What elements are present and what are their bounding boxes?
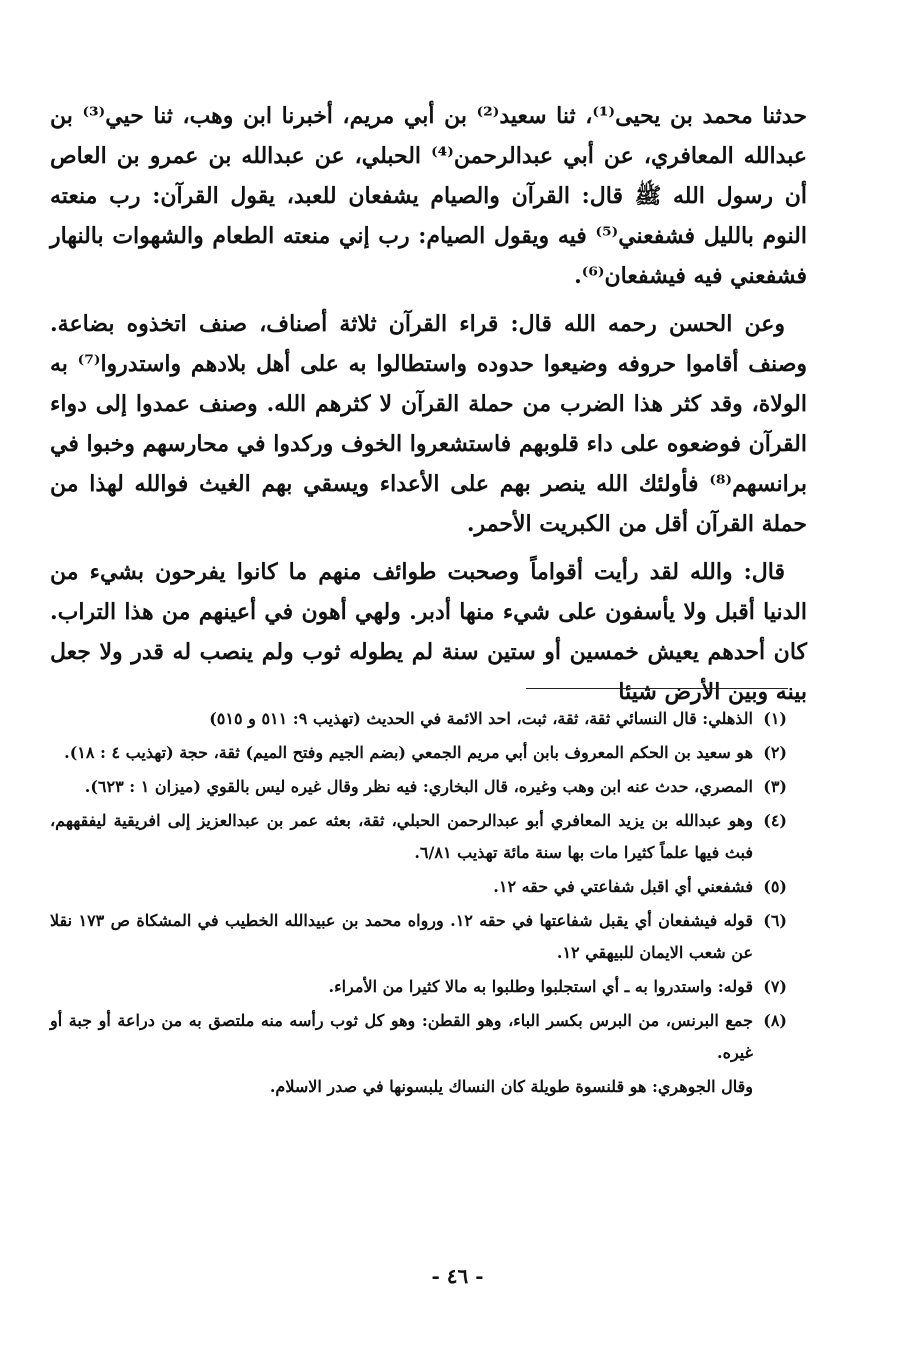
main-text <box>50 96 807 720</box>
footnote-number: (٨) <box>763 1011 787 1030</box>
footnote-number: (٦) <box>763 911 787 930</box>
page-number: - ٤٦ - <box>431 1264 484 1288</box>
footnotes <box>50 703 787 1105</box>
footnote-number: (٧) <box>763 977 787 996</box>
footnote-number: (٣) <box>763 777 787 796</box>
paragraph-hadith: حدثنا محمد بن يحيى⁽¹⁾، ثنا سعيد⁽²⁾ بن أبي مريم، أخبرنا ابن وهب، ثنا حيي⁽³⁾ بن عبدالله المعافري، عن أبي عبدالرحمن⁽⁴⁾ الحبلي، عن عبدالله بن عمرو بن العاص أن رسول الله ﷺ قال: القرآن والصيام يشفعان للعبد، يقول القرآن: رب منعته النوم بالليل فشفعني⁽⁵⁾ فيه ويقول الصيام: رب إني منعته الطعام والشهوات بالنهار فشفعني فيه فيشفعان⁽⁶⁾. <box>50 103 807 289</box>
footnote-number: (١) <box>763 709 787 728</box>
footnote-3 <box>50 771 787 803</box>
paragraph-qala: قال: والله لقد رأيت أقواماً وصحبت طوائف منهم ما كانوا يفرحون بشيء من الدنيا أقبل ولا يأسفون على شيء منها أدبر. ولهي أهون في أعينهم من هذا التراب. كان أحدهم يعيش خمسين أو ستين سنة لم يطوله ثوب ولم ينصب له قدر ولا جعل بينه وبين الأرض شيئا <box>50 559 807 705</box>
paragraph-hasan: وعن الحسن رحمه الله قال: قراء القرآن ثلاثة أصناف، صنف اتخذوه بضاعة. وصنف أقاموا حروفه وضيعوا حدوده واستطالوا به على أهل بلادهم واستدروا⁽⁷⁾ به الولاة، وقد كثر هذا الضرب من حملة القرآن لا كثرهم الله. وصنف عمدوا إلى دواء القرآن فوضعوه على داء قلوبهم فاستشعروا الخوف وركدوا في محارسهم وخبوا في برانسهم⁽⁸⁾ فأولئك الله ينصر بهم على الأعداء ويسقي بهم الغيث فوالله لهذا من حملة القرآن أقل من الكبريت الأحمر. <box>50 311 807 537</box>
footnote-7 <box>50 971 787 1003</box>
footnote-2 <box>50 737 787 769</box>
footnote-number: (٤) <box>763 811 787 830</box>
footnote-text: الذهلي: قال النسائي ثقة، ثقة، ثبت، احد الائمة في الحديث (تهذيب ٩: ٥١١ و ٥١٥) <box>209 709 753 728</box>
footnote-text: فشفعني أي اقبل شفاعتي في حقه ١٢. <box>493 877 753 896</box>
footnote-text: هو سعيد بن الحكم المعروف بابن أبي مريم الجمعي (بضم الجيم وفتح الميم) ثقة، حجة (تهذيب ٤ : ١٨). <box>64 743 753 762</box>
footnote-text: وهو عبدالله بن يزيد المعافري أبو عبدالرحمن الحبلي، ثقة، بعثه عمر بن عبدالعزيز إلى افريقية ليفقههم، فبث فيها علماً كثيرا مات بها سنة مائة تهذيب ٦/٨١. <box>50 811 753 862</box>
footnote-text: جمع البرنس، من البرس بكسر الباء، وهو القطن: وهو كل ثوب رأسه منه ملتصق به من دراعة أو جبة أو غيره. <box>50 1011 753 1062</box>
footnote-8-continuation: وقال الجوهري: هو قلنسوة طويلة كان النساك يلبسونها في صدر الاسلام. <box>269 1077 753 1096</box>
footnote-separator <box>526 688 788 689</box>
footnote-5 <box>50 871 787 903</box>
footnote-text: قوله: واستدروا به ـ أي استجلبوا وطلبوا به مالا كثيرا من الأمراء. <box>328 977 753 996</box>
footnote-1 <box>50 703 787 735</box>
footnote-4 <box>50 805 787 869</box>
footnote-number: (٢) <box>763 743 787 762</box>
footnote-text: قوله فيشفعان أي يقبل شفاعتها في حقه ١٢. ورواه محمد بن عبيدالله الخطيب في المشكاة ص ١٧٣ نقلا عن شعب الايمان للبيهقي ١٢. <box>50 911 754 962</box>
footnote-8 <box>50 1005 787 1069</box>
footnote-text: المصري، حدث عنه ابن وهب وغيره، قال البخاري: فيه نظر وقال غيره ليس بالقوي (ميزان ١ : ٦٢٣). <box>84 777 753 796</box>
footnote-number: (٥) <box>763 877 787 896</box>
footnote-6 <box>50 905 787 969</box>
